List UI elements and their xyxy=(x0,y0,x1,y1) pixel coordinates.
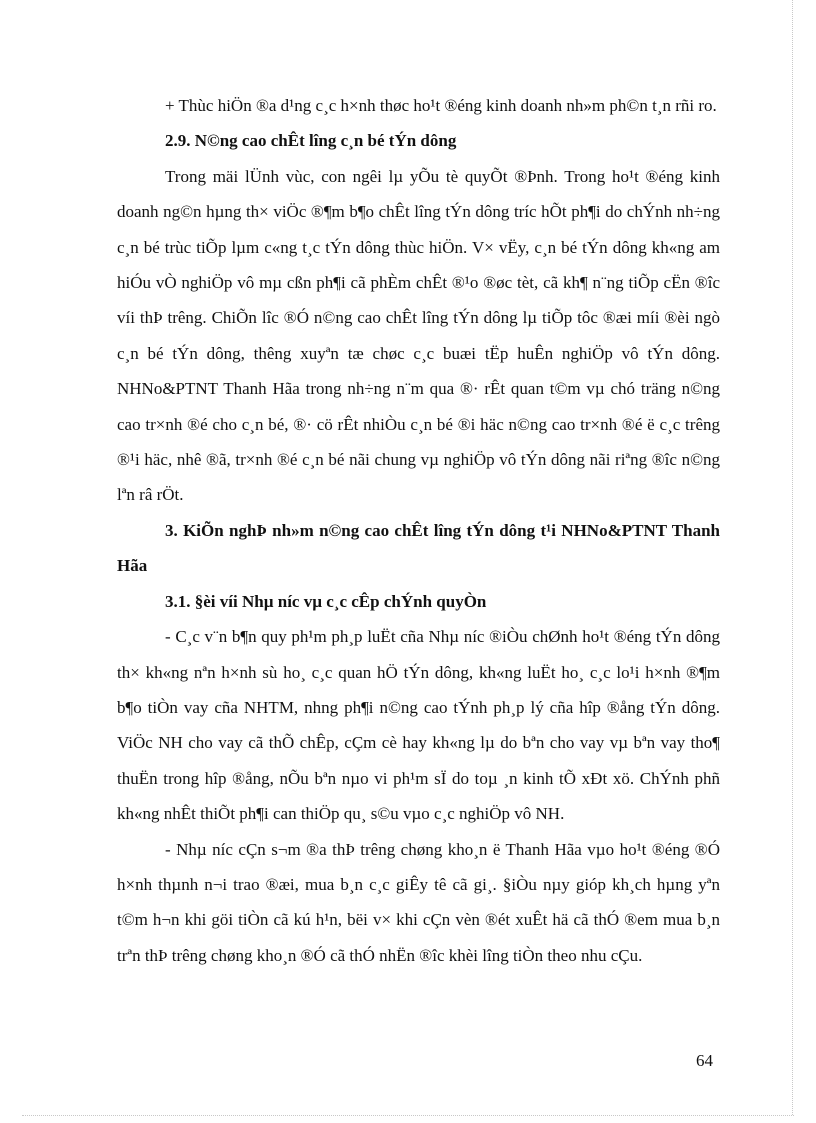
footer-divider xyxy=(22,1115,794,1116)
page-number: 64 xyxy=(696,1051,713,1070)
right-margin-divider xyxy=(792,0,793,1115)
paragraph-legal-documents: - C¸c v¨n b¶n quy ph¹m ph¸p luËt cña Nhµ níc ®iÒu chØnh ho¹t ®éng tÝn dông th× kh«ng nªn h×nh sù ho¸ c¸c quan hÖ tÝn dông, kh«ng luËt ho¸ c¸c lo¹i h×nh ®¶m b¶o tiÒn vay cña NHTM, nhng ph¶i n©ng cao tÝnh ph¸p lý cña hîp ®ång tÝn dông. ViÖc NH cho vay cã thÕ chÊp, cÇm cè hay kh«ng lµ do bªn cho vay vµ bªn vay tho¶ thuËn trong hîp ®ång, nÕu bªn nµo vi ph¹m sÏ do toµ ¸n kinh tÕ xÐt xö. ChÝnh phñ kh«ng nhÊt thiÕt ph¶i can thiÖp qu¸ s©u vµo c¸c nghiÖp vô NH. xyxy=(117,627,720,824)
paragraph-bullet-risk: + Thùc hiÖn ®a d¹ng c¸c h×nh thøc ho¹t ®éng kinh doanh nh»m ph©n t¸n rñi ro. xyxy=(165,96,717,115)
heading-3: 3. KiÕn nghÞ nh»m n©ng cao chÊt lîng tÝn dông t¹i NHNo&PTNT Thanh Hãa xyxy=(117,520,720,576)
heading-2-9: 2.9. N©ng cao chÊt lîng c¸n bé tÝn dông xyxy=(165,131,457,151)
heading-3-1: 3.1. §èi víi Nhµ níc vµ c¸c cÊp chÝnh quyÒn xyxy=(165,591,487,611)
body-text xyxy=(117,88,720,973)
paragraph-stock-market: - Nhµ níc cÇn s¬m ®a thÞ trêng chøng kho¸n ë Thanh Hãa vµo ho¹t ®éng ®Ó h×nh thµnh n¬i trao ®æi, mua b¸n c¸c giÊy tê cã gi¸. §iÒu nµy gióp kh¸ch hµng yªn t©m h¬n khi göi tiÒn cã kú h¹n, bëi v× khi cÇn vèn ®ét xuÊt hä cã thÓ ®em mua b¸n trªn thÞ trêng chøng kho¸n ®Ó cã thÓ nhËn ®îc khèi lîng tiÒn theo nhu cÇu. xyxy=(117,839,720,965)
paragraph-staff-quality: Trong mäi lÜnh vùc, con ngêi lµ yÕu tè quyÕt ®Þnh. Trong ho¹t ®éng kinh doanh ng©n hµng th× viÖc ®¶m b¶o chÊt lîng tÝn dông tríc hÕt ph¶i do chÝnh nh÷ng c¸n bé trùc tiÕp lµm c«ng t¸c tÝn dông thùc hiÖn. V× vËy, c¸n bé tÝn dông kh«ng am hiÓu vÒ nghiÖp vô mµ cßn ph¶i cã phÈm chÊt ®¹o ®øc tèt, cã kh¶ n¨ng tiÕp cËn ®îc víi thÞ trêng. ChiÕn lîc ®Ó n©ng cao chÊt lîng tÝn dông lµ tiÕp tôc ®æi míi ®èi ngò c¸n bé tÝn dông, thêng xuyªn tæ chøc c¸c buæi tËp huÊn nghiÖp vô tÝn dông. NHNo&PTNT Thanh Hãa trong nh÷ng n¨m qua ®· rÊt quan t©m vµ chó träng n©ng cao tr×nh ®é cho c¸n bé, ®· cö rÊt nhiÒu c¸n bé ®i häc n©ng cao tr×nh ®é ë c¸c trêng ®¹i häc, nhê ®ã, tr×nh ®é c¸n bé nãi chung vµ nghiÖp vô tÝn dông nãi riªng ®îc n©ng lªn râ rÖt. xyxy=(117,166,720,505)
